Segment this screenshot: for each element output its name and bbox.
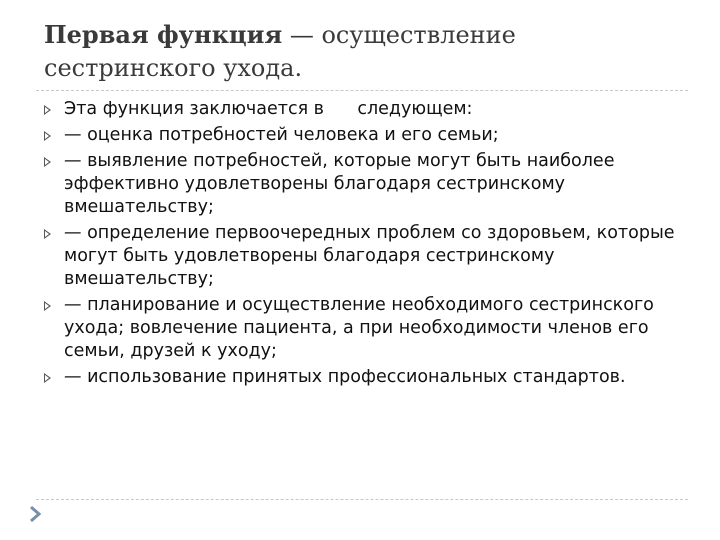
bullet-list [40, 98, 688, 392]
triangle-bullet-icon [44, 105, 51, 115]
triangle-bullet-icon [44, 301, 51, 311]
triangle-bullet-icon [44, 229, 51, 239]
bullet-text: — планирование и осуществление необходимого сестринского ухода; вовлечение пациента, а при необходимости членов его семьи, друзей к уходу; [64, 295, 654, 361]
triangle-bullet-icon [44, 373, 51, 383]
bullet-item [40, 222, 688, 291]
chevron-right-icon [28, 505, 42, 523]
bullet-text: — использование принятых профессиональных стандартов. [64, 367, 626, 387]
slide-title-bold: Первая функция [44, 20, 283, 49]
bullet-item [40, 98, 688, 121]
bullet-text: — оценка потребностей человека и его семьи; [64, 125, 499, 145]
bullet-text: Эта функция заключается в следующем: [64, 99, 473, 119]
title-divider [36, 90, 688, 91]
triangle-bullet-icon [44, 157, 51, 167]
bullet-item [40, 150, 688, 219]
bullet-item [40, 366, 688, 389]
triangle-bullet-icon [44, 131, 51, 141]
footer-divider [36, 499, 688, 500]
slide-title [44, 18, 684, 85]
bullet-item [40, 294, 688, 363]
bullet-text: — определение первоочередных проблем со здоровьем, которые могут быть удовлетворены благодаря сестринскому вмешательству; [64, 223, 675, 289]
bullet-text: — выявление потребностей, которые могут быть наиболее эффективно удовлетворены благодаря сестринскому вмешательству; [64, 151, 615, 217]
bullet-item [40, 124, 688, 147]
slide-title-rest: — осуществление сестринского ухода. [44, 21, 516, 82]
